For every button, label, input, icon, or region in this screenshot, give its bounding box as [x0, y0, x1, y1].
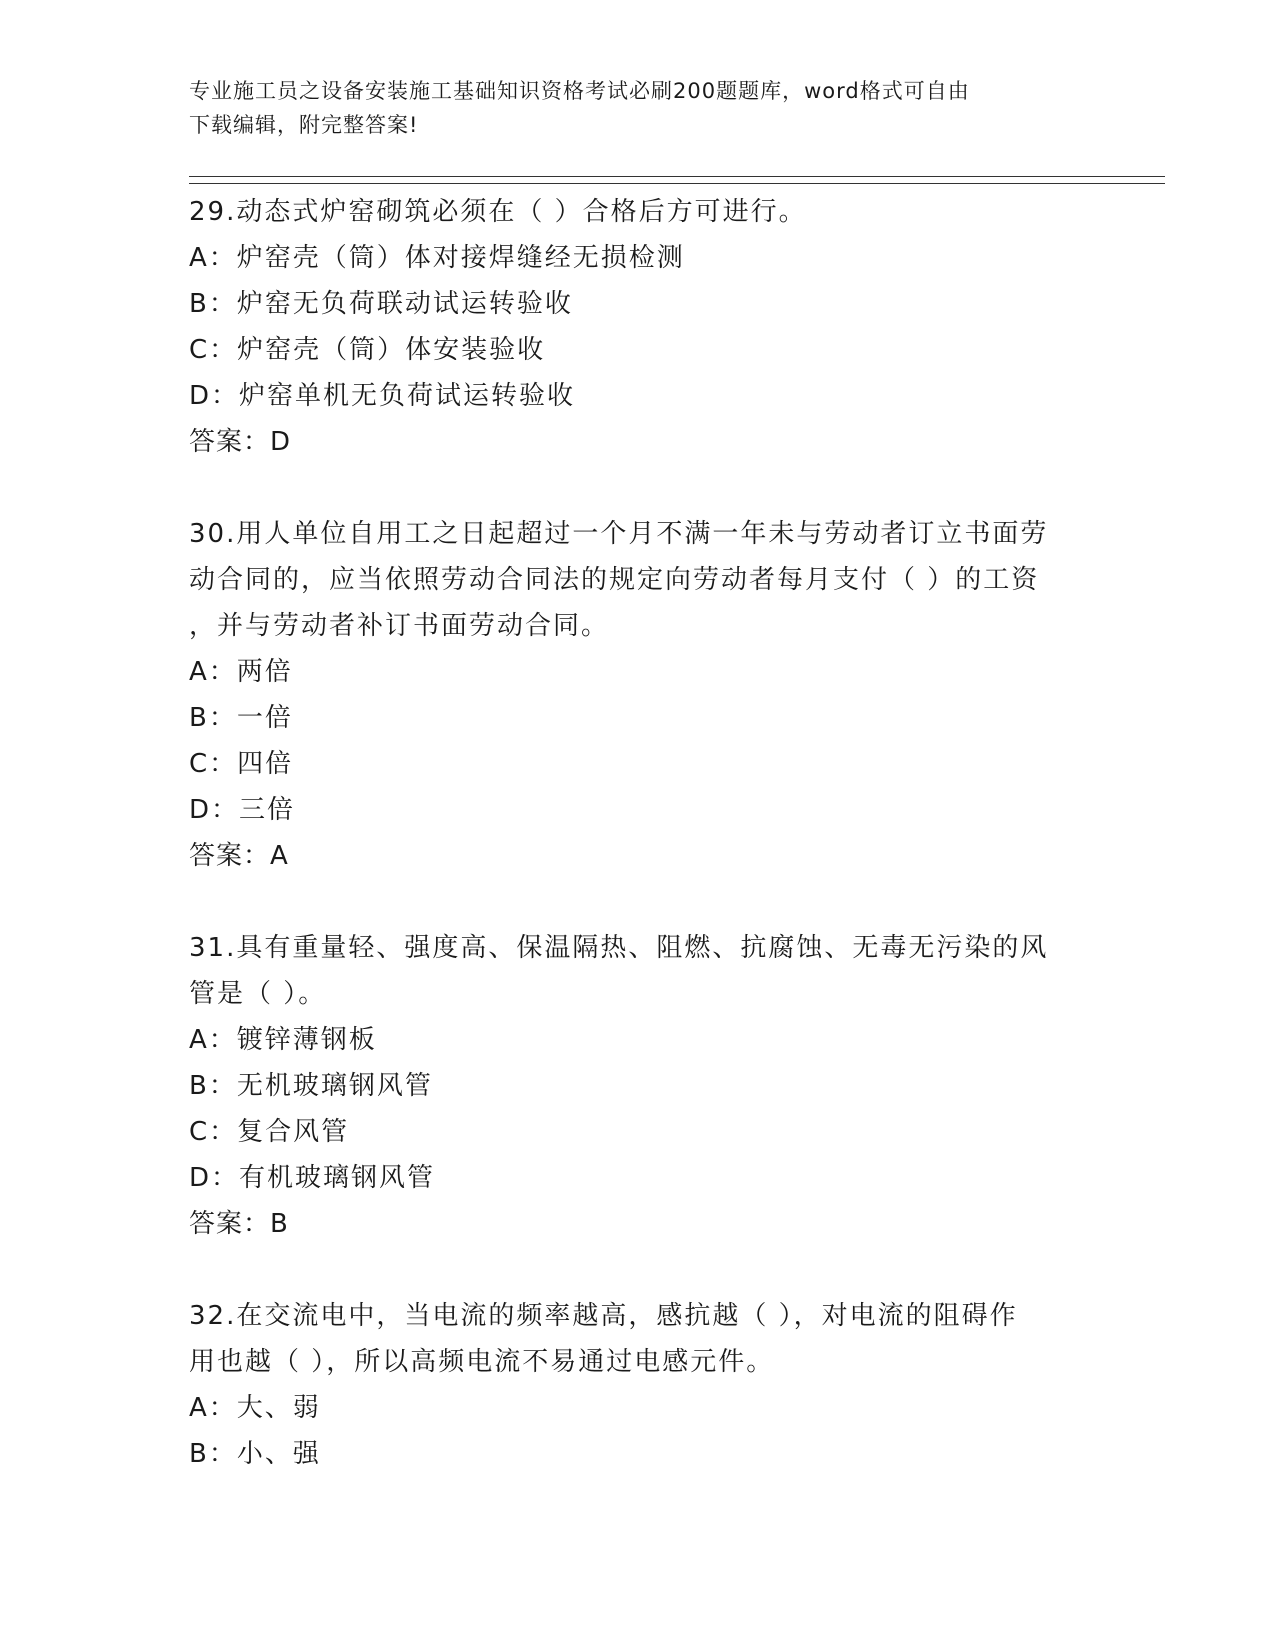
question-block: [189, 925, 1089, 1247]
question-spacer: [189, 879, 1089, 925]
answer-line: 答案：A: [189, 841, 289, 871]
question-text: 用也越（ ），所以高频电流不易通过电感元件。: [189, 1347, 775, 1377]
question-block: [189, 189, 1089, 465]
question-text: ，并与劳动者补订书面劳动合同。: [189, 611, 610, 641]
option-c: C：炉窑壳（筒）体安装验收: [189, 335, 546, 365]
question-text: 29.动态式炉窑砌筑必须在（ ）合格后方可进行。: [189, 197, 807, 227]
question-text: 管是（ ）。: [189, 979, 327, 1009]
question-text: 30.用人单位自用工之日起超过一个月不满一年未与劳动者订立书面劳: [189, 519, 1049, 549]
header-divider-bottom: [189, 183, 1165, 184]
option-b: B：无机玻璃钢风管: [189, 1071, 433, 1101]
header-line-2: 下载编辑，附完整答案!: [189, 113, 419, 137]
answer-line: 答案：B: [189, 1209, 289, 1239]
option-c: C：四倍: [189, 749, 294, 779]
option-a: A：大、弱: [189, 1393, 321, 1423]
question-text: 动合同的，应当依照劳动合同法的规定向劳动者每月支付（ ）的工资: [189, 565, 1040, 595]
option-a: A：镀锌薄钢板: [189, 1025, 377, 1055]
question-spacer: [189, 465, 1089, 511]
question-spacer: [189, 1247, 1089, 1293]
answer-line: 答案：D: [189, 427, 292, 457]
question-block: [189, 1293, 1089, 1477]
option-b: B：小、强: [189, 1439, 321, 1469]
option-d: D：有机玻璃钢风管: [189, 1163, 436, 1193]
question-block: [189, 511, 1089, 879]
question-text: 32.在交流电中，当电流的频率越高，感抗越（ ），对电流的阻碍作: [189, 1301, 1018, 1331]
question-text: 31.具有重量轻、强度高、保温隔热、阻燃、抗腐蚀、无毒无污染的风: [189, 933, 1049, 963]
option-a: A：两倍: [189, 657, 293, 687]
option-a: A：炉窑壳（筒）体对接焊缝经无损检测: [189, 243, 685, 273]
option-b: B：炉窑无负荷联动试运转验收: [189, 289, 573, 319]
document-header: [189, 74, 1089, 142]
option-c: C：复合风管: [189, 1117, 350, 1147]
header-divider-top: [189, 176, 1165, 177]
option-d: D：三倍: [189, 795, 296, 825]
option-b: B：一倍: [189, 703, 293, 733]
question-list: [189, 189, 1089, 1477]
header-line-1: 专业施工员之设备安装施工基础知识资格考试必刷200题题库，word格式可自由: [189, 79, 970, 103]
option-d: D：炉窑单机无负荷试运转验收: [189, 381, 576, 411]
